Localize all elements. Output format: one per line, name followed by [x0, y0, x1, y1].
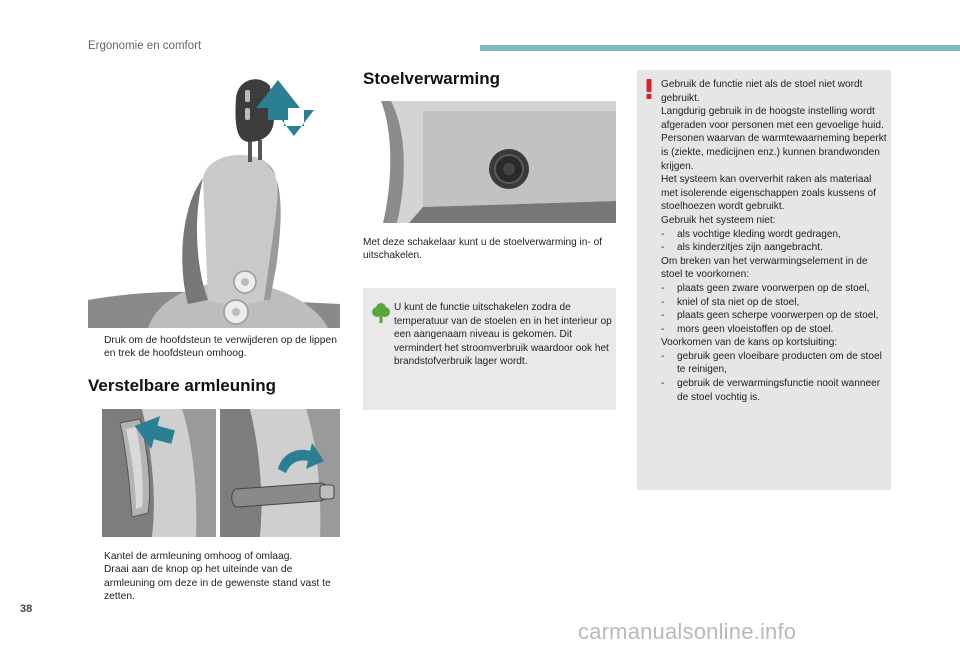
bullet-icon	[88, 334, 104, 361]
warning-paragraph: Gebruik het systeem niet:	[661, 214, 776, 226]
warning-list-item: - plaats geen zware voorwerpen op de stoel,	[661, 282, 870, 294]
instruction-item: Kantel de armleuning omhoog of omlaag.	[88, 550, 340, 563]
dash-bullet: -	[661, 350, 665, 362]
warning-list-item: - als vochtige kleding wordt gedragen,	[661, 228, 841, 240]
armrest-illustration-knob	[220, 409, 340, 537]
warning-paragraph: Voorkomen van de kans op kortsluiting:	[661, 337, 838, 349]
warning-box	[637, 70, 891, 490]
headrest-illustration	[88, 68, 340, 328]
heating-heading: Stoelverwarming	[363, 69, 500, 88]
armrest-instructions	[88, 550, 340, 604]
dash-bullet: -	[661, 228, 665, 240]
warning-list-item: - gebruik de verwarmingsfunctie nooit wanneer de stoel vochtig is.	[661, 378, 881, 403]
dash-bullet: -	[661, 323, 665, 335]
section-title: Ergonomie en comfort	[88, 40, 202, 52]
warning-paragraph: Personen waarvan de warmtewaarneming beperkt is (ziekte, medicijnen enz.) kunnen brandwonden krijgen.	[661, 133, 887, 172]
instruction-item: Druk om de hoofdsteun te verwijderen op de lippen en trek de hoofdsteun omhoog.	[88, 334, 338, 361]
dash-bullet: -	[661, 378, 665, 390]
warning-list-item: - mors geen vloeistoffen op de stoel.	[661, 323, 834, 335]
warning-paragraph: Om breken van het verwarmingselement in de stoel te voorkomen:	[661, 255, 868, 281]
warning-list-item: - gebruik geen vloeibare producten om de stoel te reinigen,	[661, 350, 882, 376]
tip-box	[363, 288, 616, 410]
armrest-illustration-tilt	[102, 409, 216, 537]
warning-paragraph: Het systeem kan oververhit raken als materiaal met isolerende eigenschappen zoals kussens of stoelhoezen wordt gebruikt.	[661, 174, 876, 213]
warning-list-item: - als kinderzitjes zijn aangebracht.	[661, 242, 823, 254]
bullet-icon	[88, 550, 104, 563]
page-number: 38	[20, 603, 33, 615]
warning-text	[661, 78, 889, 404]
heating-switch-illustration	[363, 101, 616, 223]
warning-paragraph: Gebruik de functie niet als de stoel niet wordt gebruikt.	[661, 79, 863, 104]
headrest-instructions	[88, 334, 338, 361]
tip-text: U kunt de functie uitschakelen zodra de temperatuur van de stoelen en in het interieur op een aangenaam niveau is gekomen. Dit vermindert het stroomverbruik waardoor ook het brandstofverbruik lager wordt.	[394, 302, 612, 368]
heating-description: Met deze schakelaar kunt u de stoelverwarming in- of uitschakelen.	[363, 237, 603, 262]
instruction-item: Draai aan de knop op het uiteinde van de armleuning om deze in de gewenste stand vast te zetten.	[88, 563, 340, 603]
armrest-heading: Verstelbare armleuning	[88, 376, 277, 395]
dash-bullet: -	[661, 296, 665, 308]
dash-bullet: -	[661, 310, 665, 322]
watermark: carmanualsonline.info	[578, 619, 797, 644]
header-accent-bar	[480, 45, 960, 51]
warning-list-item: - plaats geen scherpe voorwerpen op de stoel,	[661, 310, 879, 322]
warning-list-item: - kniel of sta niet op de stoel,	[661, 296, 800, 308]
bullet-icon	[88, 563, 104, 603]
tree-icon	[372, 302, 390, 324]
warning-paragraph: Langdurig gebruik in de hoogste instelling wordt afgeraden voor personen met een gevoelige huid.	[661, 106, 884, 131]
dash-bullet: -	[661, 242, 665, 254]
dash-bullet: -	[661, 282, 665, 294]
warning-exclamation-icon	[645, 79, 653, 99]
